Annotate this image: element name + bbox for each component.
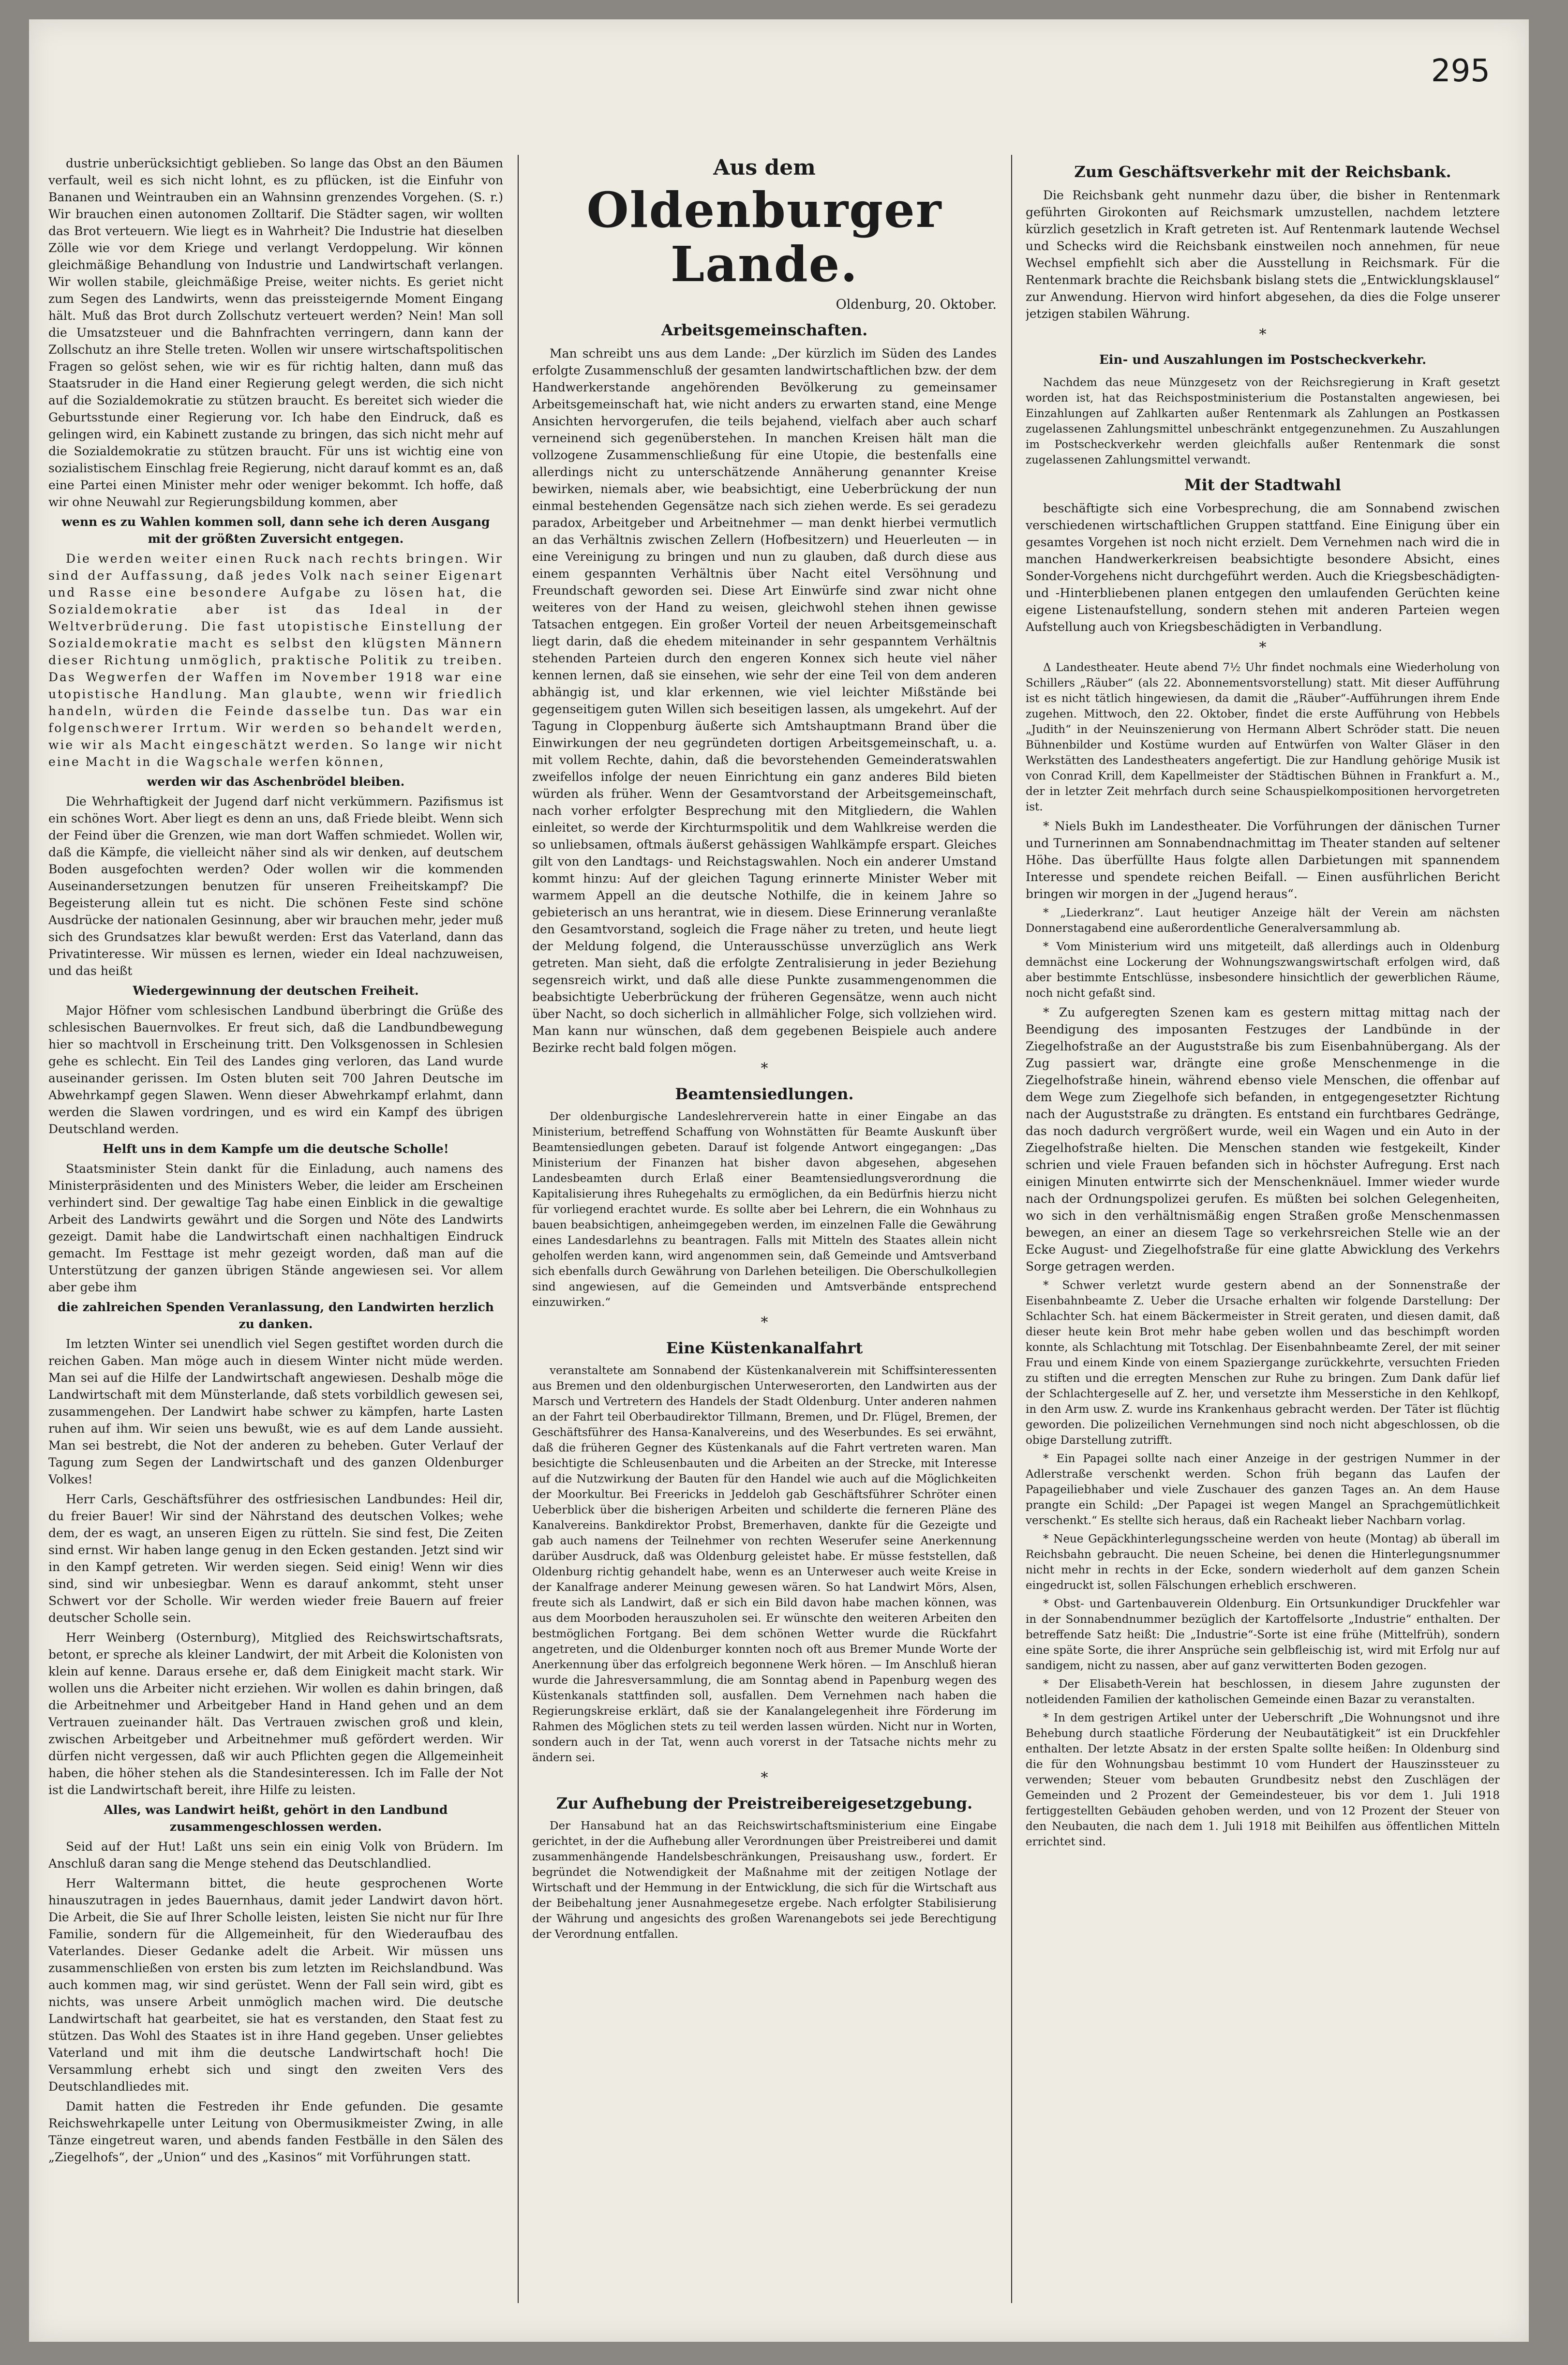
paragraph: * Obst- und Gartenbauverein Oldenburg. Ein Ortsunkundiger Druckfehler war in der Sonnabendnummer bezüglich der Kartoffelsorte „Industrie“ enthalten. Der betreffende Satz heißt: Die „Industrie“-Sorte ist eine frühe (Mittelfrüh), sondern eine späte Sorte, die ihrer Ansprüche sein gelbfleischig ist, wird mit Erfolg nur auf sandigem, nicht zu nassen, aber auf ganz verwitterten Boden gezogen. (1026, 1598, 1500, 1672)
paragraph: Major Höfner vom schlesischen Landbund überbringt die Grüße des schlesischen Bauernvolkes. Er freut sich, daß die Landbundbewegung hier so machtvoll in Erscheinung tritt. Den Volksgenossen in Schlesien gehe es schlecht. Ein Teil des Landes ging verloren, das Land wurde auseinander gerissen. Im Osten bluten seit 700 Jahren Deutsche im Abwehrkampf gegen Slawen. Wenn dieser Abwehrkampf erlahmt, dann werden die Slawen vordringen, und es wird ein Kampf des übrigen Deutschland werden. (48, 1003, 503, 1136)
paragraph: dustrie unberücksichtigt geblieben. So lange das Obst an den Bäumen verfault, weil es sich nicht lohnt, es zu pflücken, ist die Einfuhr von Bananen und Weintrauben ein an Wahnsinn grenzendes Vorgehen. (S. r.) Wir brauchen einen autonomen Zolltarif. Die Städter sagen, wir wollten das Brot verteuern. Wie liegt es in Wahrheit? Die Industrie hat dieselben Zölle wie vor dem Kriege und verlangt Verdoppelung. Wir können gleichmäßige Behandlung von Industrie und Landwirtschaft verlangen. Wir wollen stabile, gleichmäßige Preise, weiter nichts. Es geriet nicht zum Segen des Landwirts, wenn das preissteigernde Moment Eingang hält. Muß das Brot durch Zollschutz verteuert werden? Nein! Man soll die Umsatzsteuer und die Bahnfrachten verringern, dann kann der Zollschutz an ihre Stelle treten. Wollen wir unsere wirtschaftspolitischen Fragen so gelöst sehen, wie wir es für richtig halten, dann muß das Staatsruder in die Hand einer Regierung gelegt werden, die sich nicht auf die Sozialdemokratie zu stützen braucht. Es bereitet sich wieder die Geburtsstunde einer Regierung vor. Ich habe den Eindruck, daß es gelingen wird, ein Kabinett zustande zu bringen, das sich nicht mehr auf die Sozialdemokratie zu stützen braucht. Für uns ist wichtig eine von sozialistischem Einschlag freie Regierung, nicht darauf kommt es an, daß eine Partei einen Minister mehr oder weniger bekommt. Ich hoffe, daß wir ohne Neuwahl zur Regierungsbildung kommen, aber (48, 156, 503, 509)
paragraph: * Ein Papagei sollte nach einer Anzeige in der gestrigen Nummer in der Adlerstraße verschenkt werden. Schon früh begann das Laufen der Papageiliebhaber und viele Zuschauer des ganzen Tages an. An dem Hause prangte ein Schild: „Der Papagei ist wegen Mangel an Sprachgemütlichkeit verschenkt.“ Es stellte sich heraus, daß ein Racheakt lieber Nachbarn vorlag. (1026, 1452, 1500, 1527)
star-divider: * (1259, 639, 1267, 656)
column-left (48, 155, 503, 2313)
paragraph: Im letzten Winter sei unendlich viel Segen gestiftet worden durch die reichen Gaben. Man möge auch in diesem Winter nicht müde werden. Man sei auf die Hilfe der Landwirtschaft angewiesen. Deshalb möge die Landwirtschaft mit dem Münsterlande, daß stets vorbildlich gewesen sei, zusammengehen. Der Landwirt habe schwer zu kämpfen, harte Lasten ruhen auf ihm. Wir seien uns bewußt, wie es auf dem Lande aussieht. Man sei bestrebt, die Not der anderen zu beheben. Guter Verlauf der Tagung zum Segen der Landwirtschaft und des ganzen Oldenburger Volkes! (48, 1337, 503, 1486)
paragraph: veranstaltete am Sonnabend der Küstenkanalverein mit Schiffsinteressenten aus Bremen und den oldenburgischen Unterweserorten, den Landwirten aus der Marsch und Vertretern des Handels der Stadt Oldenburg. Unter anderen nahmen an der Fahrt teil Oberbaudirektor Tillmann, Bremen, und Dr. Flügel, Bremen, der Geschäftsführer des Hansa-Kanalvereins, und des Weserbundes. Es sei erwähnt, daß die früheren Gegner des Küstenkanals auf die Fahrt vertreten waren. Man besichtigte die Schleusenbauten und die Arbeiten an der Strecke, mit Interesse auf die Nutzwirkung der Bauten für den Handel wie auch auf die Möglichkeiten der Moorkultur. Bei Freericks in Jeddeloh gab Geschäftsführer Schröter einen Ueberblick über die bisherigen Arbeiten und schilderte die ferneren Pläne des Kanalvereins. Bankdirektor Probst, Bremerhaven, dankte für die Gezeigte und gab auch namens der Teilnehmer von rechten Weserufer seine Anerkennung darüber Ausdruck, daß was Oldenburg geleistet habe. Er müsse feststellen, daß Oldenburg richtig gehandelt habe, wenn es an Unterweser auch weite Kreise in der Kanalfrage anderer Meinung gewesen wären. So hat Landwirt Mörs, Alsen, freute sich als Landwirt, daß er sich ein Bild davon habe machen können, was aus dem Moorboden herauszuholen sei. Er wünschte den weiteren Arbeiten den bestmöglichen Fortgang. Bei dem schönen Wetter wurde die Rückfahrt angetreten, und die Oldenburger konnten noch oft aus Bremer Munde Worte der Anerkennung über das erfolgreich begonnene Werk hören. — Im Anschluß hieran wurde die Jahresversammlung, die am Sonntag abend in Papenburg wegen des Küstenkanals stattfinden soll, ausfallen. Dem Vernehmen nach haben die Regierungskreise erklärt, daß sie der Kanalangelegenheit ihre Förderung im Rahmen des Möglichen stets zu teil werden lassen würden. Nicht nur in Worten, sondern auch in der Tat, wenn auch vorerst in der Tatsache nichts mehr zu ändern sei. (532, 1364, 997, 1764)
paragraph: Seid auf der Hut! Laßt uns sein ein einig Volk von Brüdern. Im Anschluß daran sang die Menge stehend das Deutschlandlied. (48, 1840, 503, 1871)
subheading: Wiedergewinnung der deutschen Freiheit. (133, 984, 419, 998)
subheading: werden wir das Aschenbrödel bleiben. (147, 775, 405, 789)
article-heading: Ein- und Auszahlungen im Postscheckverkehr. (1099, 353, 1427, 367)
paragraph: Die werden weiter einen Ruck nach rechts bringen. Wir sind der Auffassung, daß jedes Volk nach seiner Eigenart und Rasse eine besondere Aufgabe zu lösen hat, die Sozialdemokratie aber ist das Ideal in der Weltverbrüderung. Die fast utopistische Einstellung der Sozialdemokratie macht es selbst den klügsten Männern dieser Richtung unmöglich, praktische Politik zu treiben. Das Wegwerfen der Waffen im November 1918 war eine utopistische Handlung. Man glaubte, wenn wir friedlich handeln, würden die Feinde dasselbe tun. Das war ein folgenschwerer Irrtum. Wir werden so behandelt werden, wie wir als Macht eingeschätzt werden. So lange wir nicht eine Macht in die Wagschale werfen können, (48, 552, 503, 769)
paragraph: Die Reichsbank geht nunmehr dazu über, die bisher in Rentenmark geführten Girokonten auf Reichsmark umzustellen, nachdem letztere kürzlich gesetzlich in Kraft getreten ist. Auf Rentenmark lautende Wechsel und Schecks wird die Reichsbank einstweilen noch annehmen, für neue Wechsel empfiehlt sich aber die Ausstellung in Reichsmark. Für die Rentenmark brachte die Reichsbank bislang stets die „Entwicklungsklausel“ zur Anwendung. Hiervon wird hinfort abgesehen, da dies die Folge unserer jetzigen stabilen Währung. (1026, 188, 1500, 321)
article-heading: Eine Küstenkanalfahrt (666, 1339, 863, 1357)
column-right (1026, 155, 1500, 2313)
paragraph: * Niels Bukh im Landestheater. Die Vorführungen der dänischen Turner und Turnerinnen am Sonnabendnachmittag im Theater standen auf seltener Höhe. Das überfüllte Haus folgte allen Darbietungen mit spannendem Interesse und spendete reichen Beifall. — Einen ausführlichen Bericht bringen wir morgen in der „Jugend heraus“. (1026, 819, 1500, 901)
paragraph: * Schwer verletzt wurde gestern abend an der Sonnenstraße der Eisenbahnbeamte Z. Ueber die Ursache erhalten wir folgende Darstellung: Der Schlachter Sch. hat einem Bäckermeister in Streit geraten, und diesen damit, daß dieser heute kein Brot mehr habe geben wollen und das beschimpft worden konnte, als Schlachtung mit Totschlag. Der Eisenbahnbeamte Zerel, der mit seiner Frau und einem Kinde von einem Spaziergange zurückkehrte, versuchten Frieden zu stiften und die erregten Menschen zur Ruhe zu bringen. Zum Dank dafür lief der Schlachtergeselle auf Z. her, und versetzte ihm Messerstiche in den Kehlkopf, in den Arm usw. Z. wurde ins Krankenhaus gebracht werden. Der Täter ist flüchtig geworden. Die polizeilichen Vernehmungen sind noch nicht abgeschlossen, ob die obige Darstellung zutrifft. (1026, 1279, 1500, 1447)
paragraph: Herr Waltermann bittet, die heute gesprochenen Worte hinauszutragen in jedes Bauernhaus, damit jeder Landwirt davon hört. Die Arbeit, die Sie auf Ihrer Scholle leisten, leisten Sie nicht nur für Ihre Familie, sondern für die Allgemeinheit, für den Wiederaufbau des Vaterlandes. Dieser Gedanke adelt die Arbeit. Wir müssen uns zusammenschließen von ersten bis zum letzten im Reichslandbund. Was auch kommen mag, wir sind gerüstet. Wenn der Fall sein wird, gibt es nichts, was unsere Arbeit unmöglich machen wird. Die deutsche Landwirtschaft hat gearbeitet, sie hat es verstanden, den Staat fest zu stützen. Das Wohl des Staates ist in ihre Hand gegeben. Unser geliebtes Vaterland und mit ihm die deutsche Landwirtschaft hoch! Die Versammlung erhebt sich und singt den zweiten Vers des Deutschlandliedes mit. (48, 1876, 503, 2094)
paragraph: Nachdem das neue Münzgesetz von der Reichsregierung in Kraft gesetzt worden ist, hat das Reichspostministerium die Postanstalten angewiesen, bei Einzahlungen auf Zahlkarten außer Rentenmark als Zahlungen an Postkassen zugelassenen Zahlungsmittel unbeschränkt entgegenzunehmen. Zu Auszahlungen im Postscheckverkehr werden gleichfalls außer Rentenmark die sonst zugelassenen Zahlungsmittel verwandt. (1026, 376, 1500, 466)
section-pre-title: Aus dem (713, 155, 816, 180)
subheading: Helft uns in dem Kampfe um die deutsche Scholle! (103, 1142, 449, 1156)
star-divider: * (761, 1314, 768, 1331)
paragraph: * In dem gestrigen Artikel unter der Ueberschrift „Die Wohnungsnot und ihre Behebung durch staatliche Förderung der Neubautätigkeit“ ist ein Druckfehler enthalten. Der letzte Absatz in der ersten Spalte sollte heißen: In Oldenburg sind die für den Wohnungsbau bestimmt 10 vom Hundert der Hauszinssteuer zu verwenden; Steuer vom bebauten Grundbesitz nebst den Zuschlägen der Gemeinden und 2 Prozent der Gemeindesteuer, bis vor dem 1. Juli 1918 fertiggestellten Gebäuden gehoben werden, und von 12 Prozent der Steuer von den Neubauten, die nach dem 1. Juli 1918 mit Beihilfen aus öffentlichen Mitteln errichtet sind. (1026, 1712, 1500, 1848)
paragraph: Herr Carls, Geschäftsführer des ostfriesischen Landbundes: Heil dir, du freier Bauer! Wir sind der Nährstand des deutschen Volkes; wehe dem, der es wagt, an unseren Eigen zu rütteln. Sie sind fest, Die Zeiten sind ernst. Wir haben lange genug in den Ecken gestanden. Jetzt sind wir in den Kampf getreten. Wir werden siegen. Seid einig! Wenn wir dies sind, sind wir unbesiegbar. Wenn es darauf ankommt, steht unser Schwert vor der Scholle. Wir werden wieder freie Bauern auf freier deutscher Scholle sein. (48, 1492, 503, 1625)
column-middle (532, 155, 997, 2313)
paragraph: beschäftigte sich eine Vorbesprechung, die am Sonnabend zwischen verschiedenen wirtschaftlichen Gruppen stattfand. Eine Einigung über ein gesamtes Vorgehen ist noch nicht erzielt. Dem Vernehmen nach wird die in manchen Handwerkerkreisen beabsichtigte besondere Absicht, eines Sonder-Vorgehens nicht durchgeführt werden. Auch die Kriegsbeschädigten- und -Hinterbliebenen planen entgegen den umlaufenden Gerüchten keine eigene Listenaufstellung, sondern stehen mit anderen Parteien wegen Aufstellung auch von Kriegsbeschädigten in Verbandlung. (1026, 501, 1500, 634)
dateline: Oldenburg, 20. Oktober. (836, 297, 997, 312)
article-heading: Zur Aufhebung der Preistreibereigesetzgebung. (556, 1794, 973, 1812)
star-divider: * (1259, 326, 1267, 343)
subheading: die zahlreichen Spenden Veranlassung, den Landwirten herzlich zu danken. (57, 1300, 494, 1331)
paragraph: * Zu aufgeregten Szenen kam es gestern mittag mittag nach der Beendigung des imposanten Festzuges der Landbünde in der Ziegelhofstraße an der Auguststraße bis zum Eisenbahnübergang. Als der Zug passiert war, drängte eine große Menschenmenge in die Ziegelhofstraße hinein, während ebenso viele Menschen, die offenbar auf dem Wege zum Ziegelhofe sich befanden, in entgegengesetzter Richtung nach der Auguststraße zu drängten. Es entstand ein furchtbares Gedränge, das noch dadurch vergrößert wurde, weil ein Wagen und ein Auto in der Ziegelhofstraße hielten. Die Menschen standen wie festgekeilt, Kinder schrien und viele Frauen befanden sich in höchster Aufregung. Erst nach einigen Minuten entwirrte sich der Menschenknäuel. Immer wieder wurde nach der Ordnungspolizei gerufen. Es müßten bei solchen Gelegenheiten, wo sich in den verhältnismäßig engen Straßen große Menschenmassen bewegen, an einer an diesem Tage so verkehrsreichen Stelle wie an der Ecke August- und Ziegelhofstraße für eine glatte Abwicklung des Verkehrs Sorge getragen werden. (1026, 1005, 1500, 1273)
subheading: wenn es zu Wahlen kommen soll, dann sehe ich deren Ausgang mit der größten Zuversicht entgegen. (61, 515, 490, 546)
paragraph: Damit hatten die Festreden ihr Ende gefunden. Die gesamte Reichswehrkapelle unter Leitung von Obermusikmeister Zwing, in alle Tänze eingetreut waren, und abends fanden Festbälle in den Sälen des „Ziegelhofs“, der „Union“ und des „Kasinos“ mit Vorführungen statt. (48, 2099, 503, 2164)
paragraph: Δ Landestheater. Heute abend 7½ Uhr findet nochmals eine Wiederholung von Schillers „Räuber“ (als 22. Abonnementsvorstellung) statt. Mit dieser Aufführung ist es nicht tätlich hingewiesen, da damit die „Räuber“-Aufführungen ihrem Ende zugehen. Mittwoch, den 22. Oktober, findet die erste Aufführung von Hebbels „Judith“ in der Neuinszenierung von Hermann Albert Schröder statt. Die neuen Bühnenbilder und Kostüme wurden auf Entwürfen von Walter Gläser in den Werkstätten des Landestheaters angefertigt. Die zur Handlung gehörige Musik ist von Conrad Krill, dem Kapellmeister der Städtischen Bühnen in Frankfurt a. M., der in letzter Zeit mehrfach durch seine Schauspielkompositionen hervorgetreten ist. (1026, 661, 1500, 813)
paragraph: Der Hansabund hat an das Reichswirtschaftsministerium eine Eingabe gerichtet, in der die Aufhebung aller Verordnungen über Preistreiberei und damit zusammenhängende Handelsbeschränkungen, Preisaushang usw., fordert. Er begründet die Notwendigkeit der Maßnahme mit der zeitigen Notlage der Wirtschaft und der Hemmung in der Entwicklung, die sich für die Wirtschaft aus der Beibehaltung jener Ausnahmegesetze ergebe. Nach erfolgter Stabilisierung der Währung und angesichts des großen Warenangebots sei jede Berechtigung der Verordnung entfallen. (532, 1820, 997, 1941)
star-divider: * (761, 1769, 768, 1786)
article-heading: Beamtensiedlungen. (675, 1085, 854, 1103)
paragraph: * Vom Ministerium wird uns mitgeteilt, daß allerdings auch in Oldenburg demnächst eine Lockerung der Wohnungszwangswirtschaft erfolgen wird, daß aber bestimmte Entschlüsse, insbesondere hinsichtlich der gewerblichen Räume, noch nicht gefaßt sind. (1026, 941, 1500, 1000)
article-heading: Arbeitsgemeinschaften. (661, 321, 868, 339)
paragraph: Man schreibt uns aus dem Lande: „Der kürzlich im Süden des Landes erfolgte Zusammenschluß der gesamten landwirtschaftlichen bzw. der dem Handwerkerstande angehörenden Bevölkerung zu gemeinsamer Arbeitsgemeinschaft hat, wie nicht anders zu erwarten stand, eine Menge Ansichten hervorgerufen, die teils bejahend, vielfach aber auch scharf verneinend sich gegenüberstehen. In manchen Kreisen hält man die vollzogene Zusammenschließung für eine Utopie, die bestenfalls eine allerdings nicht zu unterschätzende Annäherung genannter Kreise bewirken, niemals aber, wie beabsichtigt, eine Ueberbrückung der nun einmal bestehenden Gegensätze nach sich ziehen werde. Es sei geradezu paradox, Arbeitgeber und Arbeitnehmer — man denkt hierbei vermutlich an das Verhältnis zwischen Zellern (Hofbesitzern) und Heuerleuten — in eine Vereinigung zu bringen und nun zu glauben, daß durch diese aus einem gespannten Verhältnis über Nacht eitel Versöhnung und Freundschaft geworden sei. Diese Art Einwürfe sind zwar nicht ohne weiteres von der Hand zu weisen, gleichwohl stehen ihnen gewisse Tatsachen entgegen. Ein großer Vorteil der neuen Arbeitsgemeinschaft liegt darin, daß die ehedem miteinander in sehr gespanntem Verhältnis stehenden Parteien durch den engeren Konnex sich heute viel näher kennen lernen, daß sie einsehen, wie sehr der eine Teil von dem anderen abhängig ist, und klar erkennen, wie viel leichter Mißstände bei gegenseitigem guten Willen sich beseitigen lassen, als umgekehrt. Auf der Tagung in Cloppenburg äußerte sich Amtshauptmann Brand über die Einwirkungen der neu gegründeten dortigen Arbeitsgemeinschaft, u. a. mit vollem Rechte, dahin, daß die bevorstehenden Gemeinderatswahlen zweifellos infolge der neuen Einrichtung ein ganz anderes Bild bieten würden als früher. Wenn der Gesamtvorstand der Arbeitsgemeinschaft, nach vorher erfolgter Besprechung mit den Mitgliedern, die Wahlen einleitet, so werde der Kirchturmspolitik und dem Wahlkreise werden die so unliebsamen, oftmals äußerst gehässigen Wahlkämpfe erspart. Gleiches gilt von den Landtags- und Reichstagswahlen. Noch ein anderer Umstand kommt hinzu: Auf der gleichen Tagung erinnerte Minister Weber mit warmem Appell an die deutsche Nothilfe, die in keinem Jahre so gebieterisch an uns herantrat, wie in diesem. Diese Erinnerung veranlaßte den Gesamtvorstand, sogleich die Frage näher zu treten, und heute liegt der Meldung folgend, die Unterausschüsse unverzüglich ans Werk getreten. Man sieht, daß die erfolgte Zentralisierung in jeder Beziehung segensreich wirkt, und daß alle diese Punkte zusammengenommen die beabsichtigte Ueberbrückung der früheren Gegensätze, wenn auch nicht über Nacht, so doch sicherlich in allmählicher Folge, sich vollziehen wird. Man kann nur wünschen, daß dem gegebenen Beispiele auch andere Bezirke recht bald folgen mögen. (532, 346, 997, 1055)
paragraph: Herr Weinberg (Osternburg), Mitglied des Reichswirtschaftsrats, betont, er spreche als kleiner Landwirt, der mit Arbeit die Kolonisten von klein auf kenne. Daraus ersehe er, daß dem Einigkeit macht stark. Wir wollen uns die Arbeiter nicht erziehen. Wir wollen es dahin bringen, daß die Arbeitnehmer und Arbeitgeber Hand in Hand gehen und an dem Vertrauen zueinander hält. Das Vertrauen zwischen groß und klein, zwischen Arbeitgeber und Arbeitnehmer muß gefördert werden. Wir dürfen nicht vergessen, daß wir auch Pflichten gegen die Allgemeinheit haben, die höher stehen als die Standesinteressen. Ich im Falle der Not ist die Landwirtschaft bereit, ihre Hilfe zu leisten. (48, 1631, 503, 1797)
star-divider: * (761, 1060, 768, 1077)
paragraph: * Der Elisabeth-Verein hat beschlossen, in diesem Jahre zugunsten der notleidenden Familien der katholischen Gemeinde einen Bazar zu veranstalten. (1026, 1678, 1500, 1706)
paragraph: * „Liederkranz“. Laut heutiger Anzeige hält der Verein am nächsten Donnerstagabend eine außerordentliche Generalversammlung ab. (1026, 907, 1500, 935)
paragraph: Staatsminister Stein dankt für die Einladung, auch namens des Ministerpräsidenten und des Ministers Weber, die leider am Erscheinen verhindert sind. Der gewaltige Tag habe einen Einblick in die gewaltige Arbeit des Landwirts gewährt und die Sorgen und Nöte des Landwirts gezeigt. Damit habe die Landwirtschaft einen nachhaltigen Eindruck gemacht. Im Festtage ist mehr gezeigt worden, daß man auf die Unterstützung der ganzen übrigen Stände angewiesen sei. Vor allem aber gebe ihm (48, 1162, 503, 1294)
article-heading: Zum Geschäftsverkehr mit der Reichsbank. (1074, 163, 1451, 181)
newspaper-page (29, 19, 1529, 2342)
page-number: 295 (1431, 53, 1490, 89)
paragraph: Die Wehrhaftigkeit der Jugend darf nicht verkümmern. Pazifismus ist ein schönes Wort. Aber liegt es denn an uns, daß Friede bleibt. Wenn sich der Feind über die Grenzen, wie man dort Waffen schmiedet. Wollen wir, daß die Kämpfe, die vielleicht näher sind als wir denken, auf deutschem Boden ausgefochten werden? Oder wollen wir die kommenden Auseinandersetzungen benutzen für unseren Freiheitskampf? Die Begeisterung allein tut es nicht. Die schönen Feste sind schöne Ausdrücke der nationalen Gesinnung, aber wir brauchen mehr, jeder muß sich des Grundsatzes klar bewußt werden: Erst das Vaterland, dann das Privatinteresse. Wir müssen es lernen, wieder ein Ideal nachzuweisen, und das heißt (48, 794, 503, 978)
paragraph: Der oldenburgische Landeslehrerverein hatte in einer Eingabe an das Ministerium, betreffend Schaffung von Wohnstätten für Beamte Auskunft über Beamtensiedlungen gebeten. Darauf ist folgende Antwort eingegangen: „Das Ministerium der Finanzen hat bisher davon abgesehen, abgesehen Landesbeamten durch Erlaß einer Beamtensiedlungsverordnung die Kapitalisierung ihres Ruhegehalts zu ermöglichen, da ein Bedürfnis hierzu nicht für vorliegend erachtet wurde. Es sollte aber bei Lehrern, die ein Wohnhaus zu bauen beabsichtigen, anheimgegeben werden, im einzelnen Falle die Gewährung eines Landesdarlehns zu beantragen. Falls mit Mitteln des Staates allein nicht geholfen werden kann, wird angenommen sein, daß Gemeinde und Amtsverband sich ebenfalls durch Gewährung von Darlehen beteiligen. Die Oberschulkollegien sind angewiesen, auf die Gemeinden und Amtsverbände entsprechend einzuwirken.“ (532, 1110, 997, 1309)
column-divider (518, 155, 519, 2303)
section-title: Oldenburger Lande. (586, 181, 942, 293)
article-heading: Mit der Stadtwahl (1184, 476, 1341, 494)
column-divider (1011, 155, 1012, 2303)
subheading: Alles, was Landwirt heißt, gehört in den Landbund zusammengeschlossen werden. (104, 1803, 448, 1834)
paragraph: * Neue Gepäckhinterlegungsscheine werden von heute (Montag) ab überall im Reichsbahn gebraucht. Die neuen Scheine, bei denen die Hinterlegungsnummer nicht mehr in rechts in der Ecke, sondern wiederholt auf dem ganzen Schein eingedruckt ist, sollen Fälschungen erheblich erschweren. (1026, 1533, 1500, 1592)
